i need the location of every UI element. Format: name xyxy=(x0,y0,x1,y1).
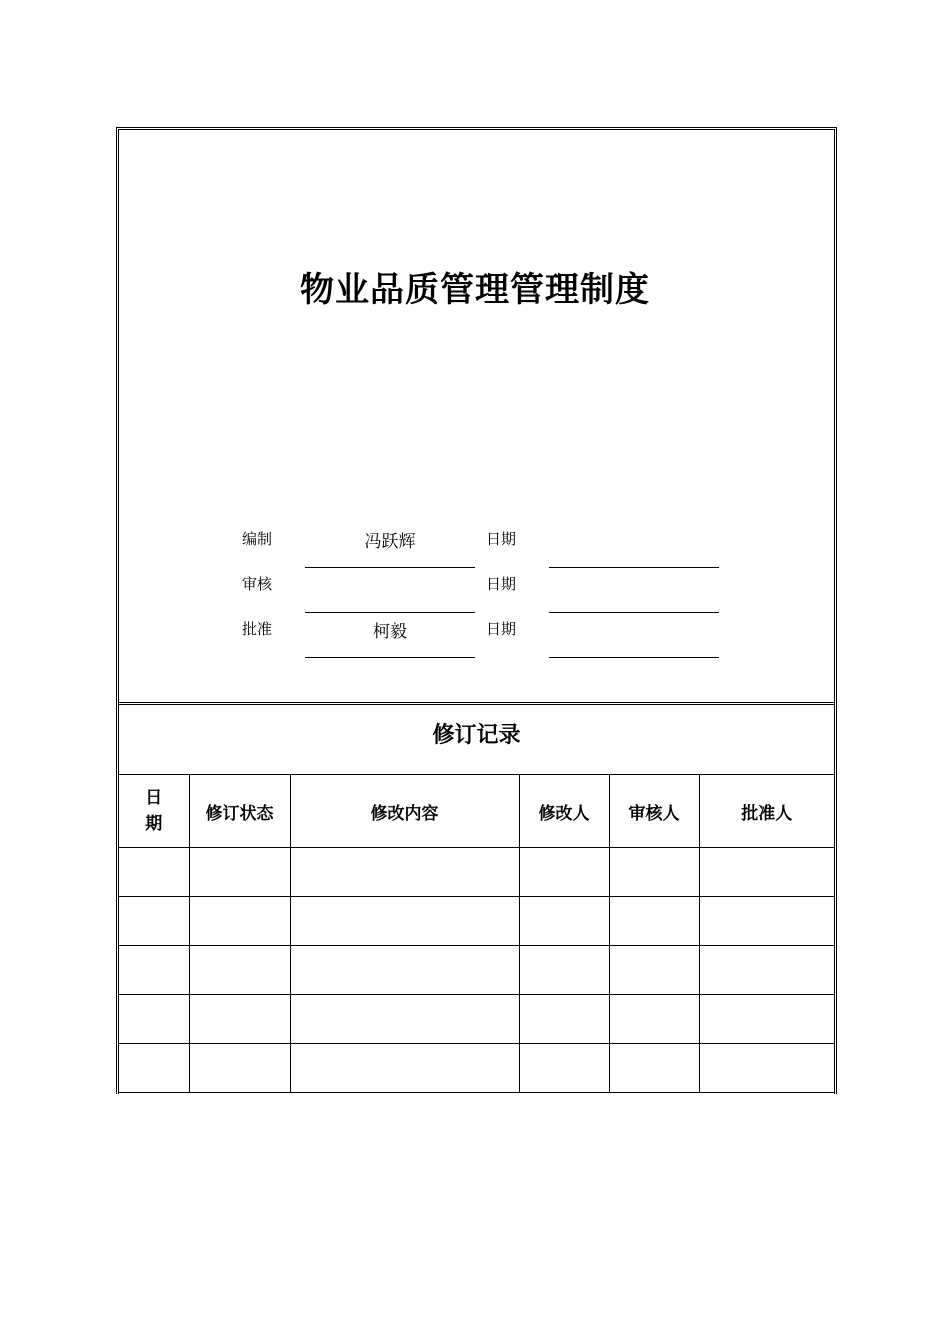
table-row xyxy=(119,946,834,995)
cell-approver xyxy=(699,946,834,995)
document-title: 物业品质管理管理制度 xyxy=(300,270,650,310)
signoff-line-approved xyxy=(305,657,475,658)
cell-date xyxy=(119,848,189,897)
cell-content xyxy=(290,995,519,1044)
cell-approver xyxy=(699,897,834,946)
revision-title: 修订记录 xyxy=(432,723,521,748)
header-date xyxy=(119,775,189,848)
signoff-date-line-reviewed xyxy=(549,612,719,613)
cell-content xyxy=(290,897,519,946)
cell-approver xyxy=(699,995,834,1044)
cell-modifier xyxy=(519,848,609,897)
cell-date xyxy=(119,897,189,946)
cell-status xyxy=(189,897,290,946)
cell-reviewer xyxy=(609,995,699,1044)
cell-status xyxy=(189,848,290,897)
signoff-line-reviewed xyxy=(305,612,475,613)
cell-status xyxy=(189,946,290,995)
revision-header-row xyxy=(119,775,834,848)
cell-date xyxy=(119,946,189,995)
cell-date xyxy=(119,1044,189,1093)
header-status: 修订状态 xyxy=(189,775,290,848)
cell-reviewer xyxy=(609,897,699,946)
revision-table xyxy=(119,774,834,1093)
table-row xyxy=(119,848,834,897)
cell-modifier xyxy=(519,897,609,946)
signoff-date-line-compiled xyxy=(549,567,719,568)
section-divider xyxy=(119,702,834,705)
table-row xyxy=(119,995,834,1044)
header-approver: 批准人 xyxy=(699,775,834,848)
header-date-line2: 期 xyxy=(145,814,163,834)
signoff-value-approved: 柯毅 xyxy=(373,622,407,642)
cell-reviewer xyxy=(609,848,699,897)
cell-date xyxy=(119,995,189,1044)
signoff-value-compiled: 冯跃辉 xyxy=(364,532,416,552)
signoff-label-reviewed: 审核 xyxy=(242,575,273,593)
table-row xyxy=(119,897,834,946)
signoff-label-compiled: 编制 xyxy=(242,530,273,548)
cell-modifier xyxy=(519,995,609,1044)
cell-content xyxy=(290,1044,519,1093)
cell-status xyxy=(189,995,290,1044)
signoff-date-label-compiled: 日期 xyxy=(486,530,517,548)
signoff-date-label-reviewed: 日期 xyxy=(486,575,517,593)
signoff-date-line-approved xyxy=(549,657,719,658)
header-reviewer: 审核人 xyxy=(609,775,699,848)
cell-modifier xyxy=(519,1044,609,1093)
cell-content xyxy=(290,946,519,995)
cell-approver xyxy=(699,848,834,897)
cell-content xyxy=(290,848,519,897)
signoff-label-approved: 批准 xyxy=(242,620,273,638)
cell-status xyxy=(189,1044,290,1093)
cell-approver xyxy=(699,1044,834,1093)
signoff-line-compiled xyxy=(305,567,475,568)
cell-reviewer xyxy=(609,946,699,995)
table-row xyxy=(119,1044,834,1093)
signoff-date-label-approved: 日期 xyxy=(486,620,517,638)
header-date-line1: 日 xyxy=(145,788,163,808)
cell-modifier xyxy=(519,946,609,995)
header-modifier: 修改人 xyxy=(519,775,609,848)
header-content: 修改内容 xyxy=(290,775,519,848)
cell-reviewer xyxy=(609,1044,699,1093)
